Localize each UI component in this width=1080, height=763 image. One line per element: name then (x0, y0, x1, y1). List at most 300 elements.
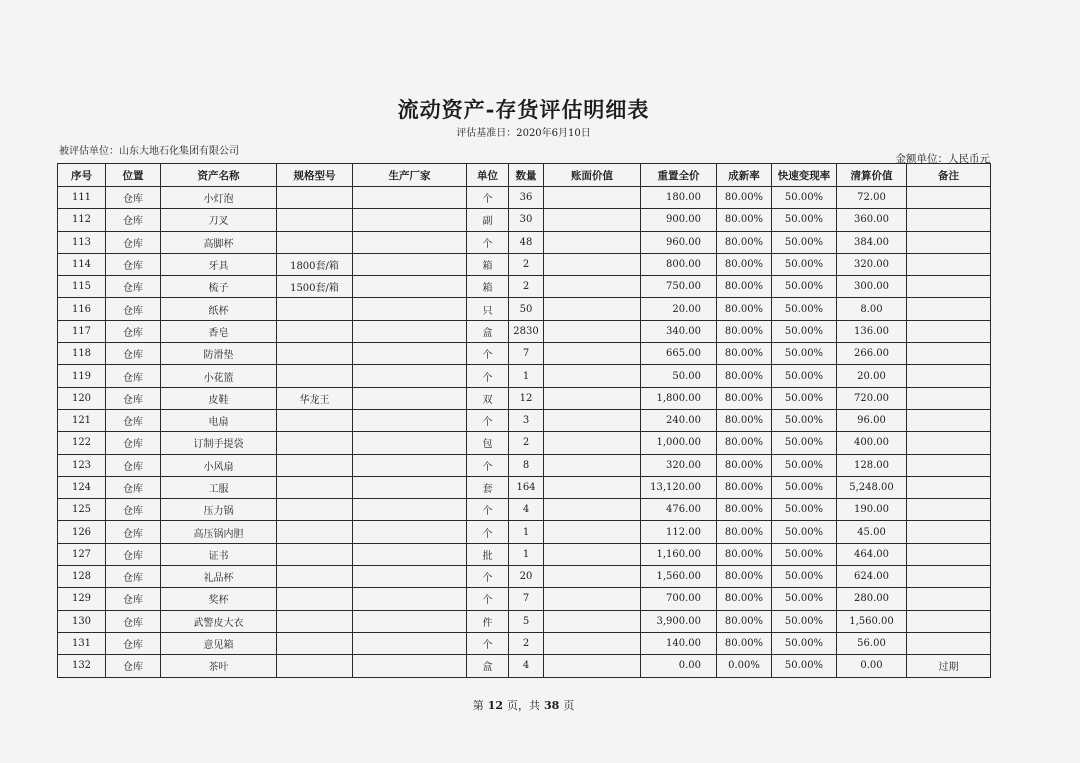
cell-quick-liquidation-rate: 50.00% (772, 499, 837, 521)
cell-seq-no: 121 (58, 409, 106, 431)
table-row (58, 409, 991, 431)
cell-location: 仓库 (106, 209, 161, 231)
cell-remark (907, 499, 991, 521)
cell-remark (907, 476, 991, 498)
cell-quantity: 36 (509, 187, 544, 209)
cell-spec (277, 588, 353, 610)
cell-liquidation-value: 280.00 (837, 588, 907, 610)
table-row (58, 476, 991, 498)
total-pages-number: 38 (544, 699, 560, 712)
cell-unit: 包 (467, 432, 509, 454)
table-row (58, 320, 991, 342)
cell-newness-rate: 80.00% (717, 610, 772, 632)
cell-asset-name: 工服 (161, 476, 277, 498)
cell-replacement-cost: 3,900.00 (641, 610, 717, 632)
cell-remark (907, 543, 991, 565)
cell-quantity: 30 (509, 209, 544, 231)
cell-quantity: 3 (509, 409, 544, 431)
header-asset-name: 资产名称 (161, 164, 277, 187)
cell-newness-rate: 80.00% (717, 387, 772, 409)
header-liquidation-value: 清算价值 (837, 164, 907, 187)
cell-book-value (544, 365, 641, 387)
inventory-valuation-table (57, 163, 991, 678)
cell-manufacturer (353, 209, 467, 231)
cell-replacement-cost: 340.00 (641, 320, 717, 342)
cell-liquidation-value: 360.00 (837, 209, 907, 231)
cell-manufacturer (353, 298, 467, 320)
cell-quantity: 48 (509, 231, 544, 253)
table-row (58, 432, 991, 454)
cell-quantity: 2 (509, 276, 544, 298)
cell-quick-liquidation-rate: 50.00% (772, 432, 837, 454)
cell-quantity: 2 (509, 253, 544, 275)
cell-spec (277, 499, 353, 521)
cell-remark: 过期 (907, 655, 991, 677)
cell-remark (907, 387, 991, 409)
cell-liquidation-value: 266.00 (837, 343, 907, 365)
cell-unit: 个 (467, 632, 509, 654)
cell-replacement-cost: 960.00 (641, 231, 717, 253)
cell-newness-rate: 80.00% (717, 298, 772, 320)
cell-quick-liquidation-rate: 50.00% (772, 365, 837, 387)
cell-quick-liquidation-rate: 50.00% (772, 543, 837, 565)
cell-asset-name: 奖杯 (161, 588, 277, 610)
table-row (58, 343, 991, 365)
cell-unit: 盒 (467, 320, 509, 342)
cell-location: 仓库 (106, 432, 161, 454)
cell-spec (277, 209, 353, 231)
cell-newness-rate: 80.00% (717, 187, 772, 209)
cell-book-value (544, 432, 641, 454)
cell-unit: 个 (467, 454, 509, 476)
cell-quick-liquidation-rate: 50.00% (772, 566, 837, 588)
cell-seq-no: 128 (58, 566, 106, 588)
cell-quantity: 4 (509, 655, 544, 677)
cell-liquidation-value: 720.00 (837, 387, 907, 409)
cell-unit: 件 (467, 610, 509, 632)
cell-quantity: 2 (509, 432, 544, 454)
header-spec: 规格型号 (277, 164, 353, 187)
cell-quantity: 50 (509, 298, 544, 320)
cell-newness-rate: 80.00% (717, 320, 772, 342)
header-quantity: 数量 (509, 164, 544, 187)
cell-book-value (544, 343, 641, 365)
cell-spec (277, 409, 353, 431)
cell-location: 仓库 (106, 521, 161, 543)
cell-manufacturer (353, 187, 467, 209)
cell-quantity: 7 (509, 343, 544, 365)
table-row (58, 588, 991, 610)
cell-location: 仓库 (106, 655, 161, 677)
cell-remark (907, 566, 991, 588)
cell-replacement-cost: 700.00 (641, 588, 717, 610)
cell-liquidation-value: 624.00 (837, 566, 907, 588)
cell-location: 仓库 (106, 454, 161, 476)
cell-manufacturer (353, 588, 467, 610)
cell-asset-name: 皮鞋 (161, 387, 277, 409)
page-footer (57, 697, 990, 713)
cell-location: 仓库 (106, 566, 161, 588)
cell-newness-rate: 80.00% (717, 231, 772, 253)
cell-manufacturer (353, 253, 467, 275)
cell-asset-name: 高压锅内胆 (161, 521, 277, 543)
cell-book-value (544, 610, 641, 632)
header-location: 位置 (106, 164, 161, 187)
cell-newness-rate: 80.00% (717, 343, 772, 365)
cell-quantity: 164 (509, 476, 544, 498)
cell-location: 仓库 (106, 588, 161, 610)
cell-quick-liquidation-rate: 50.00% (772, 521, 837, 543)
cell-replacement-cost: 240.00 (641, 409, 717, 431)
table-row (58, 543, 991, 565)
cell-replacement-cost: 1,000.00 (641, 432, 717, 454)
cell-spec (277, 231, 353, 253)
cell-liquidation-value: 8.00 (837, 298, 907, 320)
cell-remark (907, 454, 991, 476)
current-page-number: 12 (487, 699, 503, 712)
cell-remark (907, 298, 991, 320)
cell-location: 仓库 (106, 610, 161, 632)
cell-asset-name: 小灯泡 (161, 187, 277, 209)
cell-book-value (544, 499, 641, 521)
cell-unit: 套 (467, 476, 509, 498)
cell-seq-no: 115 (58, 276, 106, 298)
cell-seq-no: 126 (58, 521, 106, 543)
cell-book-value (544, 187, 641, 209)
cell-asset-name: 压力锅 (161, 499, 277, 521)
cell-liquidation-value: 400.00 (837, 432, 907, 454)
cell-newness-rate: 80.00% (717, 476, 772, 498)
cell-newness-rate: 80.00% (717, 521, 772, 543)
cell-newness-rate: 80.00% (717, 365, 772, 387)
cell-liquidation-value: 56.00 (837, 632, 907, 654)
cell-liquidation-value: 20.00 (837, 365, 907, 387)
cell-manufacturer (353, 231, 467, 253)
cell-replacement-cost: 800.00 (641, 253, 717, 275)
cell-seq-no: 125 (58, 499, 106, 521)
cell-quick-liquidation-rate: 50.00% (772, 320, 837, 342)
table-row (58, 632, 991, 654)
cell-manufacturer (353, 566, 467, 588)
cell-seq-no: 131 (58, 632, 106, 654)
cell-seq-no: 119 (58, 365, 106, 387)
cell-newness-rate: 80.00% (717, 409, 772, 431)
cell-unit: 个 (467, 499, 509, 521)
cell-quick-liquidation-rate: 50.00% (772, 231, 837, 253)
table-row (58, 610, 991, 632)
header-row (58, 164, 991, 187)
cell-book-value (544, 298, 641, 320)
cell-unit: 只 (467, 298, 509, 320)
cell-manufacturer (353, 409, 467, 431)
cell-seq-no: 111 (58, 187, 106, 209)
footer-middle: 页，共 (507, 699, 540, 712)
cell-quick-liquidation-rate: 50.00% (772, 454, 837, 476)
cell-asset-name: 牙具 (161, 253, 277, 275)
cell-liquidation-value: 190.00 (837, 499, 907, 521)
header-book-value: 账面价值 (544, 164, 641, 187)
cell-replacement-cost: 476.00 (641, 499, 717, 521)
cell-quick-liquidation-rate: 50.00% (772, 409, 837, 431)
cell-remark (907, 632, 991, 654)
cell-manufacturer (353, 521, 467, 543)
cell-unit: 副 (467, 209, 509, 231)
cell-manufacturer (353, 320, 467, 342)
header-manufacturer: 生产厂家 (353, 164, 467, 187)
cell-replacement-cost: 13,120.00 (641, 476, 717, 498)
table-row (58, 187, 991, 209)
cell-book-value (544, 655, 641, 677)
valuation-base-date: 评估基准日：2020年6月10日 (456, 128, 591, 139)
table-row (58, 387, 991, 409)
cell-liquidation-value: 72.00 (837, 187, 907, 209)
table-row (58, 454, 991, 476)
cell-location: 仓库 (106, 499, 161, 521)
cell-seq-no: 118 (58, 343, 106, 365)
cell-asset-name: 武警皮大衣 (161, 610, 277, 632)
cell-book-value (544, 253, 641, 275)
cell-manufacturer (353, 610, 467, 632)
cell-asset-name: 礼品杯 (161, 566, 277, 588)
cell-quick-liquidation-rate: 50.00% (772, 187, 837, 209)
header-unit: 单位 (467, 164, 509, 187)
cell-asset-name: 防滑垫 (161, 343, 277, 365)
cell-replacement-cost: 140.00 (641, 632, 717, 654)
header-remark: 备注 (907, 164, 991, 187)
cell-newness-rate: 80.00% (717, 588, 772, 610)
table-row (58, 566, 991, 588)
cell-manufacturer (353, 499, 467, 521)
header-quick-liquidation-rate: 快速变现率 (772, 164, 837, 187)
cell-spec: 1800套/箱 (277, 253, 353, 275)
cell-location: 仓库 (106, 320, 161, 342)
cell-quick-liquidation-rate: 50.00% (772, 209, 837, 231)
table-row (58, 298, 991, 320)
cell-quick-liquidation-rate: 50.00% (772, 588, 837, 610)
cell-location: 仓库 (106, 276, 161, 298)
cell-unit: 个 (467, 566, 509, 588)
cell-spec (277, 521, 353, 543)
cell-book-value (544, 276, 641, 298)
appraised-entity: 被评估单位：山东大地石化集团有限公司 (59, 146, 239, 157)
cell-remark (907, 253, 991, 275)
cell-asset-name: 高脚杯 (161, 231, 277, 253)
cell-book-value (544, 209, 641, 231)
cell-seq-no: 113 (58, 231, 106, 253)
cell-seq-no: 117 (58, 320, 106, 342)
cell-replacement-cost: 1,560.00 (641, 566, 717, 588)
document-title: 流动资产-存货评估明细表 (397, 97, 650, 122)
cell-book-value (544, 521, 641, 543)
cell-book-value (544, 476, 641, 498)
cell-spec (277, 610, 353, 632)
cell-seq-no: 122 (58, 432, 106, 454)
cell-unit: 双 (467, 387, 509, 409)
cell-quantity: 8 (509, 454, 544, 476)
table-row (58, 521, 991, 543)
cell-remark (907, 276, 991, 298)
cell-spec (277, 476, 353, 498)
cell-manufacturer (353, 387, 467, 409)
cell-book-value (544, 409, 641, 431)
cell-location: 仓库 (106, 187, 161, 209)
cell-asset-name: 意见箱 (161, 632, 277, 654)
cell-manufacturer (353, 276, 467, 298)
cell-quantity: 4 (509, 499, 544, 521)
cell-replacement-cost: 112.00 (641, 521, 717, 543)
cell-replacement-cost: 320.00 (641, 454, 717, 476)
cell-replacement-cost: 900.00 (641, 209, 717, 231)
cell-seq-no: 132 (58, 655, 106, 677)
cell-spec: 1500套/箱 (277, 276, 353, 298)
table-row (58, 365, 991, 387)
cell-seq-no: 124 (58, 476, 106, 498)
cell-quantity: 2830 (509, 320, 544, 342)
table-row (58, 655, 991, 677)
cell-location: 仓库 (106, 632, 161, 654)
cell-unit: 个 (467, 343, 509, 365)
cell-remark (907, 209, 991, 231)
cell-quick-liquidation-rate: 50.00% (772, 632, 837, 654)
cell-quantity: 7 (509, 588, 544, 610)
table-row (58, 276, 991, 298)
cell-liquidation-value: 464.00 (837, 543, 907, 565)
cell-unit: 个 (467, 521, 509, 543)
cell-book-value (544, 543, 641, 565)
cell-book-value (544, 231, 641, 253)
cell-replacement-cost: 665.00 (641, 343, 717, 365)
cell-newness-rate: 80.00% (717, 253, 772, 275)
cell-seq-no: 130 (58, 610, 106, 632)
cell-quantity: 12 (509, 387, 544, 409)
cell-location: 仓库 (106, 387, 161, 409)
cell-remark (907, 521, 991, 543)
cell-unit: 箱 (467, 276, 509, 298)
cell-asset-name: 刀叉 (161, 209, 277, 231)
table-row (58, 253, 991, 275)
cell-spec (277, 343, 353, 365)
cell-remark (907, 610, 991, 632)
cell-quantity: 1 (509, 365, 544, 387)
cell-location: 仓库 (106, 476, 161, 498)
cell-book-value (544, 588, 641, 610)
cell-manufacturer (353, 655, 467, 677)
cell-manufacturer (353, 432, 467, 454)
cell-quantity: 1 (509, 543, 544, 565)
cell-replacement-cost: 50.00 (641, 365, 717, 387)
cell-asset-name: 茶叶 (161, 655, 277, 677)
table-row (58, 231, 991, 253)
cell-quick-liquidation-rate: 50.00% (772, 476, 837, 498)
cell-book-value (544, 566, 641, 588)
cell-liquidation-value: 0.00 (837, 655, 907, 677)
cell-unit: 箱 (467, 253, 509, 275)
cell-quick-liquidation-rate: 50.00% (772, 655, 837, 677)
cell-spec (277, 298, 353, 320)
cell-quick-liquidation-rate: 50.00% (772, 253, 837, 275)
cell-quantity: 2 (509, 632, 544, 654)
cell-newness-rate: 80.00% (717, 566, 772, 588)
cell-remark (907, 365, 991, 387)
cell-newness-rate: 80.00% (717, 499, 772, 521)
cell-asset-name: 香皂 (161, 320, 277, 342)
cell-quick-liquidation-rate: 50.00% (772, 298, 837, 320)
header-replacement-cost: 重置全价 (641, 164, 717, 187)
header-seq-no: 序号 (58, 164, 106, 187)
cell-replacement-cost: 20.00 (641, 298, 717, 320)
cell-liquidation-value: 384.00 (837, 231, 907, 253)
cell-seq-no: 123 (58, 454, 106, 476)
cell-seq-no: 112 (58, 209, 106, 231)
cell-asset-name: 小花篮 (161, 365, 277, 387)
cell-manufacturer (353, 454, 467, 476)
cell-replacement-cost: 0.00 (641, 655, 717, 677)
cell-manufacturer (353, 343, 467, 365)
currency-unit-note: 金额单位：人民币元 (895, 153, 990, 165)
cell-replacement-cost: 1,800.00 (641, 387, 717, 409)
cell-seq-no: 116 (58, 298, 106, 320)
cell-replacement-cost: 1,160.00 (641, 543, 717, 565)
cell-seq-no: 129 (58, 588, 106, 610)
cell-asset-name: 订制手提袋 (161, 432, 277, 454)
cell-location: 仓库 (106, 409, 161, 431)
cell-liquidation-value: 5,248.00 (837, 476, 907, 498)
cell-quick-liquidation-rate: 50.00% (772, 276, 837, 298)
cell-liquidation-value: 96.00 (837, 409, 907, 431)
cell-unit: 个 (467, 187, 509, 209)
cell-quick-liquidation-rate: 50.00% (772, 387, 837, 409)
cell-remark (907, 343, 991, 365)
table-row (58, 499, 991, 521)
cell-location: 仓库 (106, 231, 161, 253)
cell-manufacturer (353, 365, 467, 387)
cell-asset-name: 梳子 (161, 276, 277, 298)
cell-remark (907, 320, 991, 342)
cell-remark (907, 231, 991, 253)
cell-spec (277, 432, 353, 454)
cell-quantity: 20 (509, 566, 544, 588)
cell-seq-no: 114 (58, 253, 106, 275)
cell-seq-no: 127 (58, 543, 106, 565)
cell-manufacturer (353, 632, 467, 654)
header-newness-rate: 成新率 (717, 164, 772, 187)
table-header (58, 164, 991, 187)
cell-book-value (544, 454, 641, 476)
cell-asset-name: 电扇 (161, 409, 277, 431)
cell-newness-rate: 80.00% (717, 432, 772, 454)
cell-location: 仓库 (106, 343, 161, 365)
cell-replacement-cost: 750.00 (641, 276, 717, 298)
cell-location: 仓库 (106, 365, 161, 387)
cell-newness-rate: 80.00% (717, 632, 772, 654)
cell-liquidation-value: 45.00 (837, 521, 907, 543)
cell-spec (277, 655, 353, 677)
cell-remark (907, 187, 991, 209)
cell-liquidation-value: 300.00 (837, 276, 907, 298)
cell-spec (277, 543, 353, 565)
cell-newness-rate: 80.00% (717, 276, 772, 298)
cell-unit: 盒 (467, 655, 509, 677)
footer-prefix: 第 (472, 699, 484, 712)
cell-location: 仓库 (106, 543, 161, 565)
table-row (58, 209, 991, 231)
cell-liquidation-value: 1,560.00 (837, 610, 907, 632)
cell-liquidation-value: 128.00 (837, 454, 907, 476)
cell-unit: 个 (467, 365, 509, 387)
cell-unit: 批 (467, 543, 509, 565)
cell-spec (277, 632, 353, 654)
cell-unit: 个 (467, 588, 509, 610)
